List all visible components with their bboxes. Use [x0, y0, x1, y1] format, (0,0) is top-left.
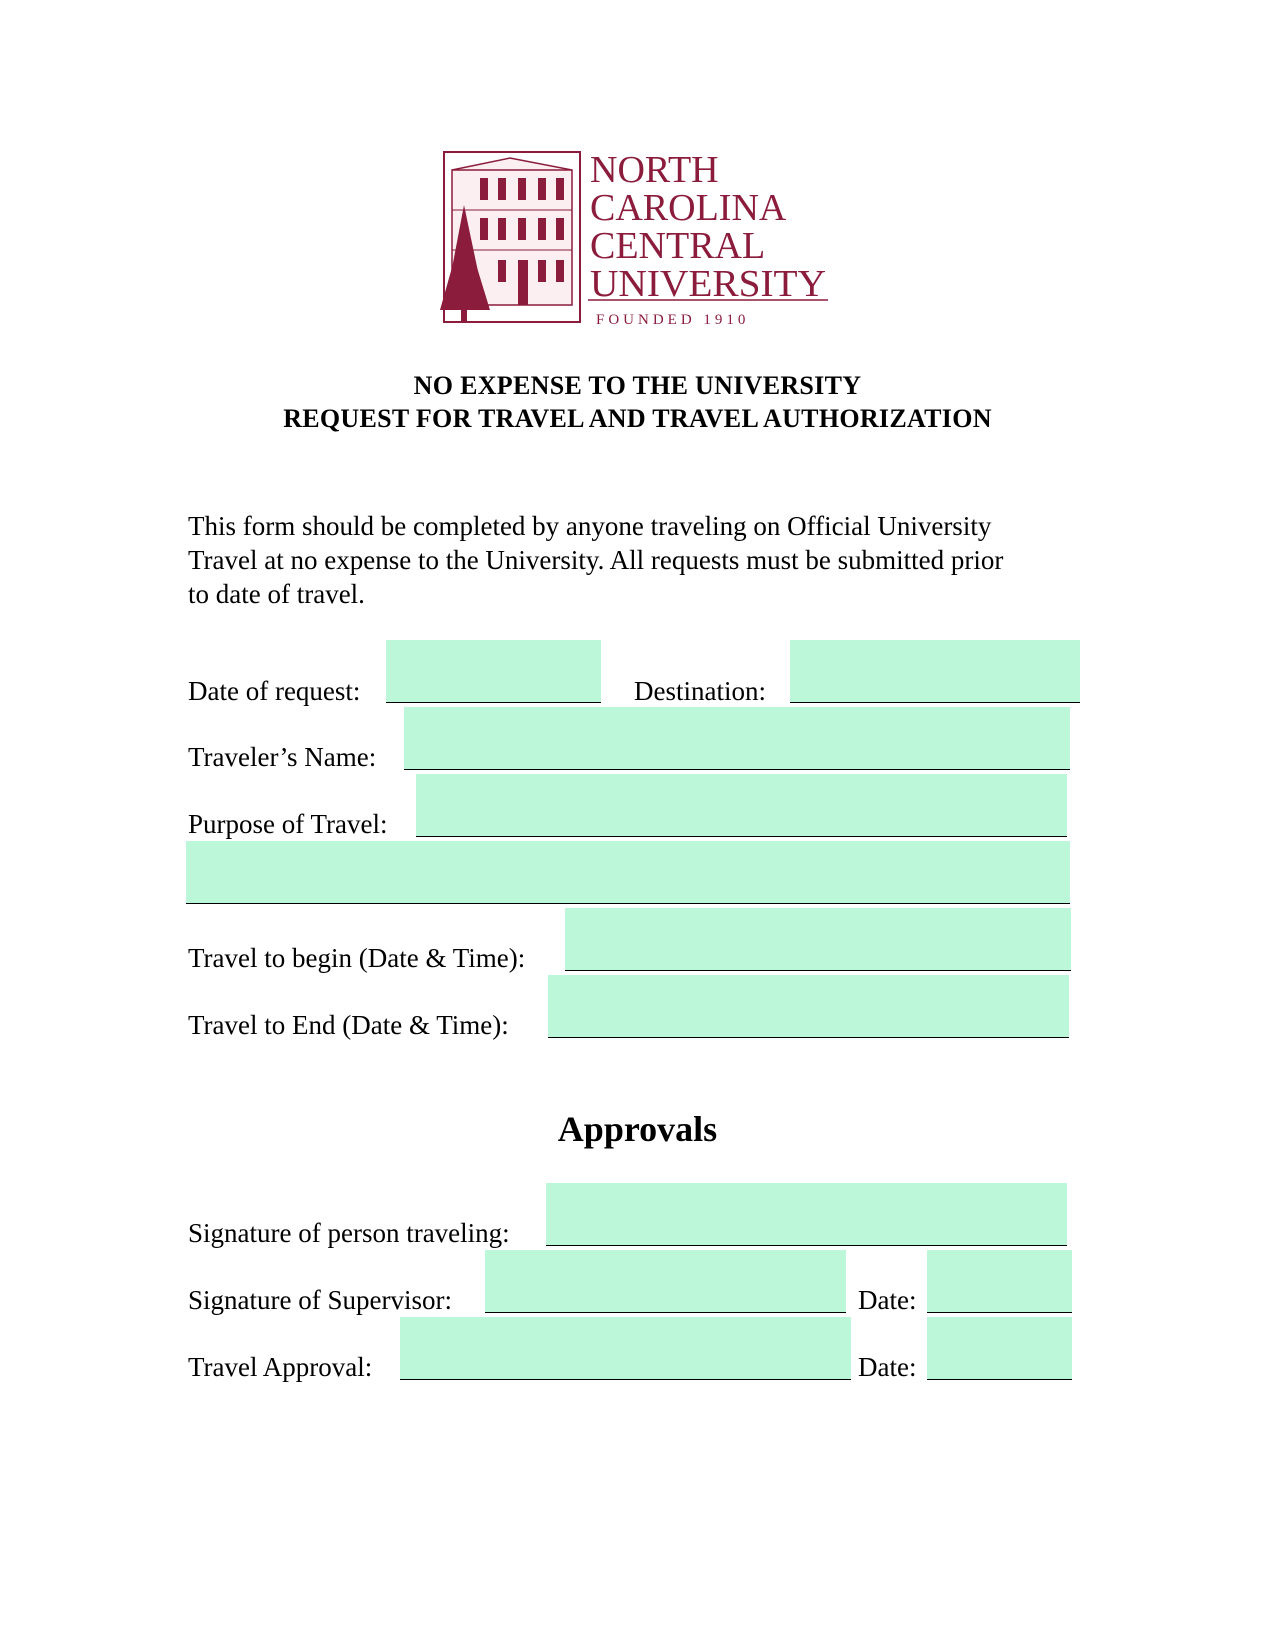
supervisor-date-field[interactable] [927, 1250, 1072, 1313]
travel-end-label: Travel to End (Date & Time): [188, 1010, 509, 1040]
logo-tagline: FOUNDED 1910 [596, 312, 750, 328]
university-building-logo-icon [440, 150, 830, 335]
travelers-name-field[interactable] [404, 707, 1070, 770]
travelers-name-label: Traveler’s Name: [188, 742, 377, 772]
supervisor-date-label: Date: [858, 1285, 917, 1315]
destination-label: Destination: [634, 676, 766, 706]
logo-line-1: NORTH [590, 150, 719, 191]
logo-line-3: CENTRAL [590, 225, 766, 267]
travel-begin-label: Travel to begin (Date & Time): [188, 943, 526, 973]
approval-date-label: Date: [858, 1352, 917, 1382]
signature-supervisor-label: Signature of Supervisor: [188, 1285, 452, 1315]
intro-line: This form should be completed by anyone traveling on Official University [188, 511, 992, 541]
signature-traveler-label: Signature of person traveling: [188, 1218, 510, 1248]
approval-date-field[interactable] [927, 1317, 1072, 1380]
form-title-line-2: REQUEST FOR TRAVEL AND TRAVEL AUTHORIZATION [283, 404, 992, 433]
travel-end-field[interactable] [548, 975, 1069, 1038]
purpose-of-travel-field[interactable] [416, 774, 1067, 837]
purpose-of-travel-field-continued[interactable] [186, 841, 1070, 904]
logo-line-2: CAROLINA [590, 187, 787, 229]
form-title-line-1: NO EXPENSE TO THE UNIVERSITY [413, 371, 862, 400]
date-of-request-label: Date of request: [188, 676, 361, 706]
purpose-of-travel-label: Purpose of Travel: [188, 809, 388, 839]
intro-paragraph [188, 509, 1088, 611]
approvals-heading: Approvals [557, 1109, 718, 1149]
travel-approval-field[interactable] [400, 1317, 851, 1380]
signature-supervisor-field[interactable] [485, 1250, 846, 1313]
signature-traveler-field[interactable] [546, 1183, 1067, 1246]
intro-line: to date of travel. [188, 579, 365, 609]
travel-begin-field[interactable] [565, 908, 1071, 971]
university-logo [440, 150, 830, 335]
destination-field[interactable] [790, 640, 1080, 703]
travel-approval-label: Travel Approval: [188, 1352, 373, 1382]
intro-line: Travel at no expense to the University. All requests must be submitted prior [188, 545, 1004, 575]
date-of-request-field[interactable] [386, 640, 601, 703]
logo-line-4: UNIVERSITY [590, 263, 826, 305]
